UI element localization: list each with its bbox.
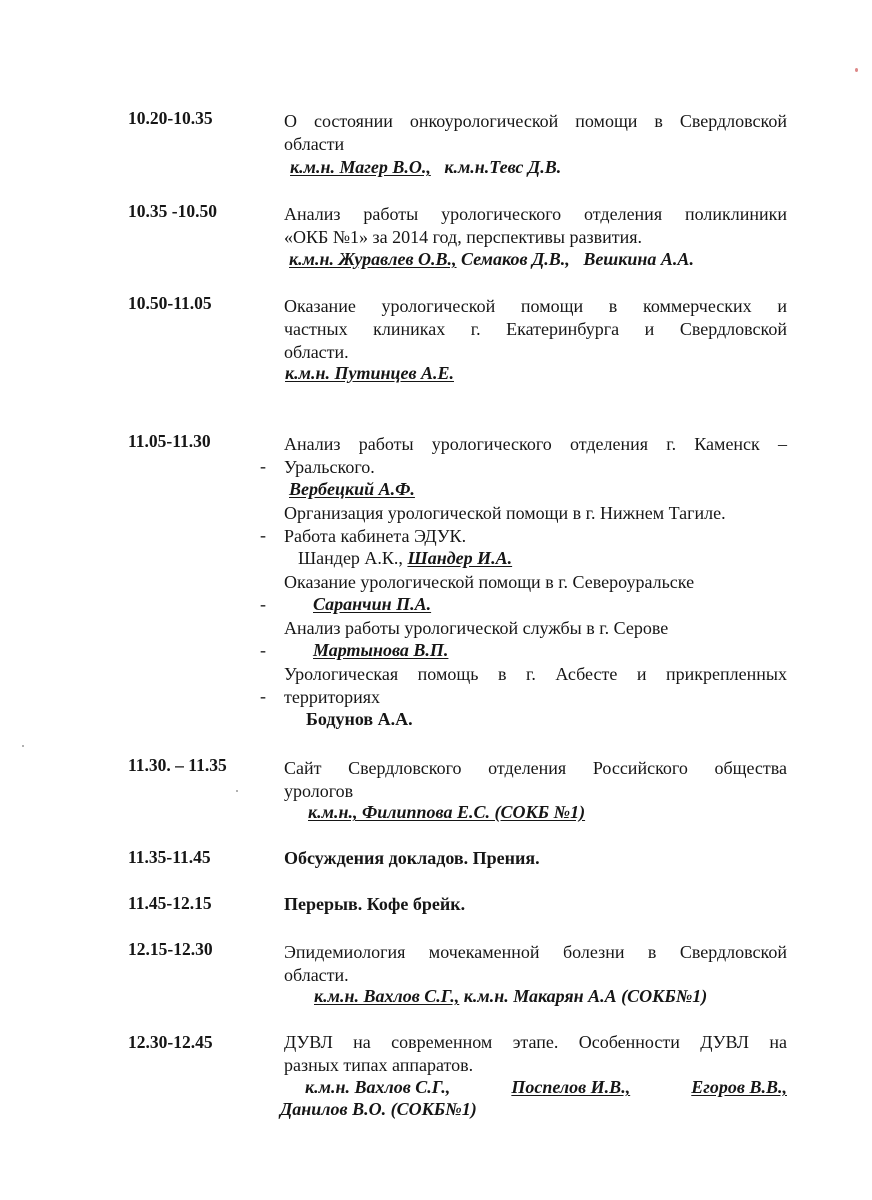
session-title: Перерыв. Кофе брейк. bbox=[284, 894, 466, 914]
talk-title-line: Уральского. bbox=[284, 457, 375, 477]
speaker: Шандер А.К., bbox=[298, 548, 403, 568]
talk-title-line: «ОКБ №1» за 2014 год, перспективы развития. bbox=[284, 227, 643, 247]
time-slot: 11.35-11.45 bbox=[128, 847, 211, 867]
list-dash: - bbox=[260, 640, 266, 660]
talk-title-line: области. bbox=[284, 965, 349, 985]
talk-title-line: Оказание урологической помощи в коммерческих и bbox=[284, 296, 787, 316]
session-title: Обсуждения докладов. Прения. bbox=[284, 848, 540, 868]
talk-title-line: частных клиниках г. Екатеринбурга и Свердловской bbox=[284, 319, 787, 339]
speaker: к.м.н. Вахлов С.Г., bbox=[305, 1077, 451, 1097]
speaker: Бодунов А.А. bbox=[306, 709, 413, 729]
talk-title-line: Анализ работы урологической службы в г. Серове bbox=[284, 618, 669, 638]
scan-speck bbox=[22, 745, 24, 747]
speaker: Вербецкий А.Ф. bbox=[289, 479, 415, 499]
list-dash: - bbox=[260, 686, 266, 706]
talk-title-line: Сайт Свердловского отделения Российского общества bbox=[284, 758, 787, 778]
time-slot: 10.35 -10.50 bbox=[128, 201, 217, 221]
speakers bbox=[289, 249, 694, 270]
speaker: к.м.н. Макарян А.А (СОКБ№1) bbox=[463, 986, 708, 1006]
talk-title-line: Анализ работы урологического отделения г. Каменск – bbox=[284, 434, 787, 454]
list-dash: - bbox=[260, 594, 266, 614]
talk-title-line: территориях bbox=[284, 687, 381, 707]
time-slot: 12.30-12.45 bbox=[128, 1032, 213, 1052]
time-slot: 10.50-11.05 bbox=[128, 293, 212, 313]
speaker: Егоров В.В., bbox=[691, 1077, 787, 1097]
time-slot: 10.20-10.35 bbox=[128, 108, 213, 128]
talk-title-line: О состоянии онкоурологической помощи в Свердловской bbox=[284, 111, 787, 131]
time-slot: 11.05-11.30 bbox=[128, 431, 211, 451]
talk-title-line: Организация урологической помощи в г. Нижнем Тагиле. bbox=[284, 503, 726, 523]
speakers bbox=[314, 986, 707, 1007]
time-slot: 12.15-12.30 bbox=[128, 939, 213, 959]
speaker: Семаков Д.В., bbox=[461, 249, 570, 269]
speaker: к.м.н., Филиппова Е.С. (СОКБ №1) bbox=[308, 802, 586, 822]
talk-title-line: урологов bbox=[284, 781, 354, 801]
talk-title-line: Урологическая помощь в г. Асбесте и прикрепленных bbox=[284, 664, 787, 684]
speaker: Мартынова В.П. bbox=[313, 640, 449, 660]
speaker: к.м.н. Путинцев А.Е. bbox=[285, 363, 454, 383]
speakers bbox=[305, 1077, 787, 1098]
speaker: к.м.н.Тевс Д.В. bbox=[444, 157, 562, 177]
list-dash: - bbox=[260, 456, 266, 476]
talk-title-line: Анализ работы урологического отделения поликлиники bbox=[284, 204, 787, 224]
list-dash: - bbox=[260, 525, 266, 545]
speakers bbox=[284, 802, 585, 823]
speaker: Вешкина А.А. bbox=[583, 249, 694, 269]
speakers bbox=[285, 363, 454, 384]
time-slot: 11.30. – 11.35 bbox=[128, 755, 227, 775]
speaker: Поспелов И.В., bbox=[511, 1077, 631, 1097]
speaker: к.м.н. Журавлев О.В., bbox=[289, 249, 457, 269]
talk-title-line: Оказание урологической помощи в г. Североуральске bbox=[284, 572, 695, 592]
speakers bbox=[290, 157, 561, 178]
talk-title-line: области. bbox=[284, 342, 349, 362]
speaker: Шандер И.А. bbox=[407, 548, 513, 568]
time-slot: 11.45-12.15 bbox=[128, 893, 212, 913]
talk-title-line: ДУВЛ на современном этапе. Особенности ДУВЛ на bbox=[284, 1032, 787, 1052]
speaker: к.м.н. Вахлов С.Г., bbox=[314, 986, 460, 1006]
speaker: к.м.н. Магер В.О., bbox=[290, 157, 431, 177]
speakers bbox=[298, 548, 512, 569]
talk-title-line: Эпидемиология мочекаменной болезни в Свердловской bbox=[284, 942, 787, 962]
talk-title-line: Работа кабинета ЭДУК. bbox=[284, 526, 467, 546]
speaker: Саранчин П.А. bbox=[313, 594, 432, 614]
speaker: Данилов В.О. (СОКБ№1) bbox=[280, 1099, 477, 1119]
talk-title-line: разных типах аппаратов. bbox=[284, 1055, 474, 1075]
scan-speck bbox=[855, 68, 858, 72]
talk-title-line: области bbox=[284, 134, 345, 154]
scan-speck bbox=[236, 790, 238, 792]
